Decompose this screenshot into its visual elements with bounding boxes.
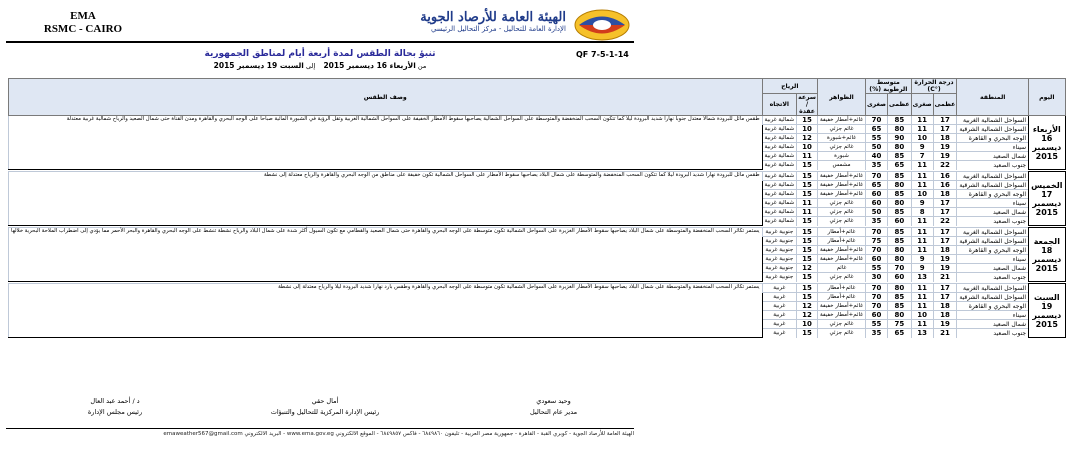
phenomena-cell: غائم (818, 264, 866, 273)
temp-min-cell: 11 (911, 320, 933, 329)
region-cell: الوجه البحري و القاهرة (957, 302, 1029, 311)
phenomena-cell: غائم جزئي (818, 217, 866, 226)
hum-min-cell: 35 (866, 329, 888, 338)
table-row (9, 284, 1066, 293)
hum-min-cell: 55 (866, 134, 888, 143)
region-cell: السواحل الشمالية الشرقية (957, 237, 1029, 246)
wind-speed-cell: 15 (797, 172, 818, 181)
hum-min-cell: 30 (866, 273, 888, 282)
wind-dir-cell: جنوبية غربية (762, 255, 797, 264)
temp-max-cell: 19 (933, 152, 957, 161)
weather-description: طقس مائل للبرودة شمالا معتدل جنوبا نهارا شديد البرودة ليلا كما تتكون السحب المنخفضة والمتوسطة على السواحل الشمالية يصاحبها سقوط الأمطار الخفيفة على السواحل الشمالية الغربية وتقل الرؤية في الشبورة المائية صباحا على الوجه البحري والقاهرة ومدن القناة حتى شمال الصعيد والرياح شمالية غربية معتدلة (9, 116, 763, 170)
signature-center (240, 396, 410, 418)
phenomena-cell: غائم+أمطار (818, 284, 866, 293)
temp-max-cell: 19 (933, 255, 957, 264)
hum-min-cell: 70 (866, 172, 888, 181)
col-temp-max: عظمى (933, 94, 957, 116)
hum-min-cell: 50 (866, 208, 888, 217)
hum-max-cell: 85 (888, 237, 912, 246)
weather-description: يستمر تكاثر السحب المنخفضة والمتوسطة على شمال البلاد يصاحبها سقوط الأمطار الغزيرة على السواحل الشمالية تكون متوسطة على الوجه البحري والقاهرة حتى شمال الصعيد والقطامي مع تكون السيول أكثر شدة على شمال البلاد والرياح نشطة تنشط على الوجه البحري والقاهرة والبحر الأحمر مما يؤدي إلى اضطراب الملاحة البحرية خلالها (9, 228, 763, 282)
weather-description: يستمر تكاثر السحب المنخفضة والمتوسطة على شمال البلاد يصاحبها سقوط الأمطار الغزيرة على السواحل الشمالية تكون متوسطة على الوجه البحري والقاهرة وطقس بارد نهارا شديد البرودة ليلا والرياح معتدلة إلى نشطة (9, 284, 763, 338)
region-cell: السواحل الشمالية الغربية (957, 172, 1029, 181)
hum-max-cell: 85 (888, 116, 912, 125)
hum-min-cell: 70 (866, 284, 888, 293)
title-main: تنبؤ بحالة الطقس لمدة أربعة أيام لمناطق الجمهورية (204, 49, 436, 59)
sig-left-name: د / أحمد عبد العال (90, 397, 140, 405)
wind-dir-cell: شمالية غربية (762, 190, 797, 199)
region-cell: سيناء (957, 143, 1029, 152)
temp-max-cell: 21 (933, 273, 957, 282)
region-cell: جنوب الصعيد (957, 329, 1029, 338)
hum-max-cell: 65 (888, 161, 912, 170)
phenomena-cell: غائم+أمطار خفيفة (818, 255, 866, 264)
hum-min-cell: 60 (866, 199, 888, 208)
temp-max-cell: 18 (933, 246, 957, 255)
weather-description: طقس مائل للبرودة نهارا شديد البرودة ليلا كما تتكون السحب المنخفضة والمتوسطة على شمال البلاد يصاحبها سقوط الأمطار على السواحل الشمالية تكون خفيفة على مناطق من الوجه البحري والقاهرة والرياح معتدلة إلى نشطة (9, 172, 763, 226)
org-title (420, 10, 566, 33)
header-divider (6, 41, 634, 43)
wind-speed-cell: 12 (797, 264, 818, 273)
sig-center-title: رئيس الإدارة المركزية للتحاليل والتنبؤات (270, 408, 380, 416)
wind-dir-cell: شمالية غربية (762, 143, 797, 152)
page-footer: الهيئة العامة للأرصاد الجوية - كوبري القبة - القاهرة - جمهورية مصر العربية - تليفون ٦٨٤٩٨٦٠ - فاكس ٦٨٤٩٨٥٧ - الموقع الالكتروني www.ema.gov.eg - البريد الالكتروني emaweather567@gmail.com (163, 431, 634, 437)
phenomena-cell: غائم+أمطار خفيفة (818, 116, 866, 125)
temp-min-cell: 9 (911, 264, 933, 273)
temp-min-cell: 11 (911, 161, 933, 170)
temp-min-cell: 11 (911, 284, 933, 293)
region-cell: سيناء (957, 255, 1029, 264)
hum-max-cell: 85 (888, 190, 912, 199)
temp-min-cell: 9 (911, 199, 933, 208)
hum-max-cell: 80 (888, 255, 912, 264)
hum-min-cell: 65 (866, 181, 888, 190)
hum-min-cell: 65 (866, 125, 888, 134)
wind-speed-cell: 10 (797, 320, 818, 329)
title-dates (190, 61, 450, 70)
hum-max-cell: 80 (888, 125, 912, 134)
temp-min-cell: 8 (911, 208, 933, 217)
wind-dir-cell: شمالية غربية (762, 208, 797, 217)
temp-min-cell: 10 (911, 311, 933, 320)
day-label: الخميس 17 ديسمبر 2015 (1031, 180, 1063, 217)
ema-label (8, 10, 158, 36)
temp-min-cell: 9 (911, 255, 933, 264)
region-cell: شمال الصعيد (957, 320, 1029, 329)
hum-min-cell: 60 (866, 255, 888, 264)
col-day: اليوم (1029, 79, 1065, 116)
col-temp-min: صغرى (911, 94, 933, 116)
phenomena-cell: غائم+شبورة (818, 134, 866, 143)
hum-min-cell: 55 (866, 320, 888, 329)
wind-speed-cell: 15 (797, 217, 818, 226)
day-cell (1029, 172, 1065, 226)
phenomena-cell: شبورة (818, 152, 866, 161)
table-row (9, 228, 1066, 237)
phenomena-cell: غائم+أمطار (818, 228, 866, 237)
temp-max-cell: 17 (933, 199, 957, 208)
form-code: QF 7-5-1-14 (576, 50, 629, 59)
wind-dir-cell: جنوبية غربية (762, 264, 797, 273)
hum-max-cell: 80 (888, 199, 912, 208)
phenomena-cell: غائم جزئي (818, 273, 866, 282)
temp-max-cell: 17 (933, 237, 957, 246)
col-desc: وصف الطقس (9, 79, 763, 116)
region-cell: السواحل الشمالية الشرقية (957, 293, 1029, 302)
region-cell: الوجه البحري و القاهرة (957, 246, 1029, 255)
temp-min-cell: 7 (911, 152, 933, 161)
phenomena-cell: غائم جزئي (818, 329, 866, 338)
temp-max-cell: 22 (933, 161, 957, 170)
col-wind: الرياح (762, 79, 817, 94)
temp-min-cell: 11 (911, 237, 933, 246)
hum-max-cell: 80 (888, 311, 912, 320)
hum-max-cell: 80 (888, 143, 912, 152)
signature-right (530, 396, 577, 418)
hum-max-cell: 75 (888, 320, 912, 329)
wind-speed-cell: 15 (797, 116, 818, 125)
wind-speed-cell: 15 (797, 273, 818, 282)
phenomena-cell: غائم+أمطار خفيفة (818, 246, 866, 255)
hum-max-cell: 85 (888, 172, 912, 181)
temp-max-cell: 17 (933, 116, 957, 125)
forecast-title (190, 49, 450, 70)
col-region: المنطقة (957, 79, 1029, 116)
temp-min-cell: 11 (911, 116, 933, 125)
day-label: الأربعاء 16 ديسمبر 2015 (1032, 124, 1062, 161)
hum-min-cell: 70 (866, 246, 888, 255)
signature-left (70, 396, 160, 418)
temp-min-cell: 11 (911, 293, 933, 302)
wind-dir-cell: غربية (762, 329, 797, 338)
hum-min-cell: 60 (866, 311, 888, 320)
col-humidity: متوسط الرطوبة (%) (866, 79, 912, 94)
table-row (9, 172, 1066, 181)
phenomena-cell: غائم+أمطار خفيفة (818, 181, 866, 190)
wind-dir-cell: شمالية غربية (762, 217, 797, 226)
temp-max-cell: 21 (933, 329, 957, 338)
hum-min-cell: 75 (866, 237, 888, 246)
hum-min-cell: 70 (866, 228, 888, 237)
hum-min-cell: 70 (866, 116, 888, 125)
wind-speed-cell: 15 (797, 190, 818, 199)
hum-min-cell: 35 (866, 161, 888, 170)
region-cell: الوجه البحري و القاهرة (957, 134, 1029, 143)
wind-speed-cell: 12 (797, 134, 818, 143)
wind-speed-cell: 11 (797, 208, 818, 217)
wind-dir-cell: جنوبية غربية (762, 246, 797, 255)
temp-min-cell: 11 (911, 302, 933, 311)
wind-speed-cell: 15 (797, 228, 818, 237)
hum-max-cell: 80 (888, 284, 912, 293)
page-header (0, 0, 640, 40)
temp-max-cell: 17 (933, 293, 957, 302)
hum-min-cell: 55 (866, 264, 888, 273)
region-cell: سيناء (957, 311, 1029, 320)
table-row (9, 116, 1066, 125)
temp-max-cell: 18 (933, 302, 957, 311)
ema-line2: RSMC - CAIRO (43, 23, 123, 35)
hum-max-cell: 65 (888, 329, 912, 338)
hum-max-cell: 85 (888, 152, 912, 161)
region-cell: جنوب الصعيد (957, 273, 1029, 282)
wind-speed-cell: 12 (797, 302, 818, 311)
temp-max-cell: 16 (933, 172, 957, 181)
temp-min-cell: 13 (911, 273, 933, 282)
wind-dir-cell: غربية (762, 284, 797, 293)
org-sub: الإدارة العامة للتحاليل - مركز التحاليل الرئيسي (430, 25, 566, 33)
hum-max-cell: 60 (888, 217, 912, 226)
region-cell: شمال الصعيد (957, 208, 1029, 217)
temp-max-cell: 18 (933, 190, 957, 199)
footer-divider (6, 428, 634, 429)
day-cell (1029, 284, 1065, 338)
temp-max-cell: 17 (933, 284, 957, 293)
temp-min-cell: 11 (911, 181, 933, 190)
region-cell: السواحل الشمالية الغربية (957, 228, 1029, 237)
phenomena-cell: غائم+أمطار (818, 293, 866, 302)
region-cell: السواحل الشمالية الغربية (957, 116, 1029, 125)
hum-min-cell: 70 (866, 302, 888, 311)
forecast-table (8, 78, 1066, 338)
sig-right-name: وحيد سعودي (536, 397, 571, 405)
temp-min-cell: 11 (911, 228, 933, 237)
col-wind-dir: الاتجاه (762, 94, 797, 116)
temp-min-cell: 10 (911, 190, 933, 199)
temp-max-cell: 18 (933, 311, 957, 320)
hum-max-cell: 80 (888, 246, 912, 255)
wind-dir-cell: غربية (762, 320, 797, 329)
hum-max-cell: 70 (888, 264, 912, 273)
region-cell: جنوب الصعيد (957, 217, 1029, 226)
region-cell: سيناء (957, 199, 1029, 208)
wind-speed-cell: 15 (797, 246, 818, 255)
phenomena-cell: غائم جزئي (818, 125, 866, 134)
wind-dir-cell: جنوبية غربية (762, 228, 797, 237)
day-cell (1029, 116, 1065, 170)
temp-min-cell: 9 (911, 143, 933, 152)
wind-speed-cell: 10 (797, 125, 818, 134)
col-phenomena: الظواهر (818, 79, 866, 116)
temp-max-cell: 16 (933, 181, 957, 190)
wind-speed-cell: 15 (797, 284, 818, 293)
phenomena-cell: غائم جزئي (818, 208, 866, 217)
temp-min-cell: 13 (911, 329, 933, 338)
wind-speed-cell: 15 (797, 255, 818, 264)
col-temp: درجة الحرارة (°C) (911, 79, 957, 94)
wind-dir-cell: غربية (762, 293, 797, 302)
temp-max-cell: 17 (933, 125, 957, 134)
hum-max-cell: 60 (888, 273, 912, 282)
wind-speed-cell: 11 (797, 199, 818, 208)
temp-min-cell: 11 (911, 246, 933, 255)
region-cell: السواحل الشمالية الغربية (957, 284, 1029, 293)
wind-dir-cell: شمالية غربية (762, 161, 797, 170)
temp-min-cell: 11 (911, 172, 933, 181)
wind-speed-cell: 15 (797, 293, 818, 302)
col-hum-max: عظمى (888, 94, 912, 116)
hum-max-cell: 85 (888, 208, 912, 217)
ema-line1: EMA (70, 10, 96, 22)
hum-min-cell: 40 (866, 152, 888, 161)
temp-max-cell: 18 (933, 134, 957, 143)
temp-min-cell: 10 (911, 134, 933, 143)
wind-dir-cell: شمالية غربية (762, 181, 797, 190)
day-label: السبت 19 ديسمبر 2015 (1032, 292, 1062, 329)
from-date: الأربعاء 16 ديسمبر 2015 (323, 61, 416, 70)
hum-max-cell: 85 (888, 293, 912, 302)
org-name: الهيئة العامة للأرصاد الجوية (420, 10, 566, 25)
phenomena-cell: غائم+أمطار خفيفة (818, 190, 866, 199)
sig-right-title: مدير عام التحاليل (530, 408, 578, 416)
region-cell: السواحل الشمالية الشرقية (957, 125, 1029, 134)
hum-min-cell: 35 (866, 217, 888, 226)
wind-speed-cell: 15 (797, 329, 818, 338)
from-label: من (417, 62, 427, 70)
region-cell: شمال الصعيد (957, 152, 1029, 161)
phenomena-cell: غائم جزئي (818, 143, 866, 152)
day-cell (1029, 228, 1065, 282)
to-label: إلى (305, 62, 316, 70)
wind-dir-cell: شمالية غربية (762, 152, 797, 161)
phenomena-cell: غائم+أمطار خفيفة (818, 302, 866, 311)
wind-speed-cell: 15 (797, 161, 818, 170)
hum-min-cell: 60 (866, 190, 888, 199)
col-wind-speed: سرعة / عقدة (798, 94, 816, 115)
wind-dir-cell: شمالية غربية (762, 125, 797, 134)
phenomena-cell: غائم+أمطار (818, 237, 866, 246)
temp-max-cell: 22 (933, 217, 957, 226)
phenomena-cell: غائم جزئي (818, 320, 866, 329)
day-label: الجمعة 18 ديسمبر 2015 (1032, 236, 1062, 273)
wind-dir-cell: شمالية غربية (762, 199, 797, 208)
ema-logo-icon (573, 8, 631, 42)
temp-max-cell: 19 (933, 143, 957, 152)
phenomena-cell: مشمس (818, 161, 866, 170)
wind-dir-cell: غربية (762, 302, 797, 311)
wind-speed-cell: 12 (797, 311, 818, 320)
sig-center-name: أمال حقي (311, 397, 339, 405)
sig-left-title: رئيس مجلس الإدارة (87, 408, 143, 416)
wind-dir-cell: غربية (762, 311, 797, 320)
wind-dir-cell: شمالية غربية (762, 134, 797, 143)
wind-speed-cell: 15 (797, 181, 818, 190)
phenomena-cell: غائم جزئي (818, 199, 866, 208)
phenomena-cell: غائم+أمطار خفيفة (818, 172, 866, 181)
region-cell: جنوب الصعيد (957, 161, 1029, 170)
wind-dir-cell: شمالية غربية (762, 116, 797, 125)
temp-max-cell: 19 (933, 264, 957, 273)
hum-min-cell: 70 (866, 293, 888, 302)
hum-max-cell: 90 (888, 134, 912, 143)
region-cell: شمال الصعيد (957, 264, 1029, 273)
hum-max-cell: 85 (888, 302, 912, 311)
wind-dir-cell: جنوبية غربية (762, 237, 797, 246)
region-cell: الوجه البحري و القاهرة (957, 190, 1029, 199)
wind-speed-cell: 15 (797, 237, 818, 246)
temp-min-cell: 11 (911, 125, 933, 134)
temp-max-cell: 19 (933, 320, 957, 329)
wind-dir-cell: شمالية غربية (762, 172, 797, 181)
temp-max-cell: 17 (933, 208, 957, 217)
region-cell: السواحل الشمالية الشرقية (957, 181, 1029, 190)
wind-speed-cell: 11 (797, 152, 818, 161)
temp-max-cell: 17 (933, 228, 957, 237)
wind-speed-cell: 10 (797, 143, 818, 152)
hum-max-cell: 80 (888, 181, 912, 190)
to-date: السبت 19 ديسمبر 2015 (213, 61, 304, 70)
hum-max-cell: 85 (888, 228, 912, 237)
phenomena-cell: غائم+أمطار خفيفة (818, 311, 866, 320)
col-hum-min: صغرى (866, 94, 888, 116)
temp-min-cell: 11 (911, 217, 933, 226)
wind-dir-cell: جنوبية غربية (762, 273, 797, 282)
hum-min-cell: 50 (866, 143, 888, 152)
